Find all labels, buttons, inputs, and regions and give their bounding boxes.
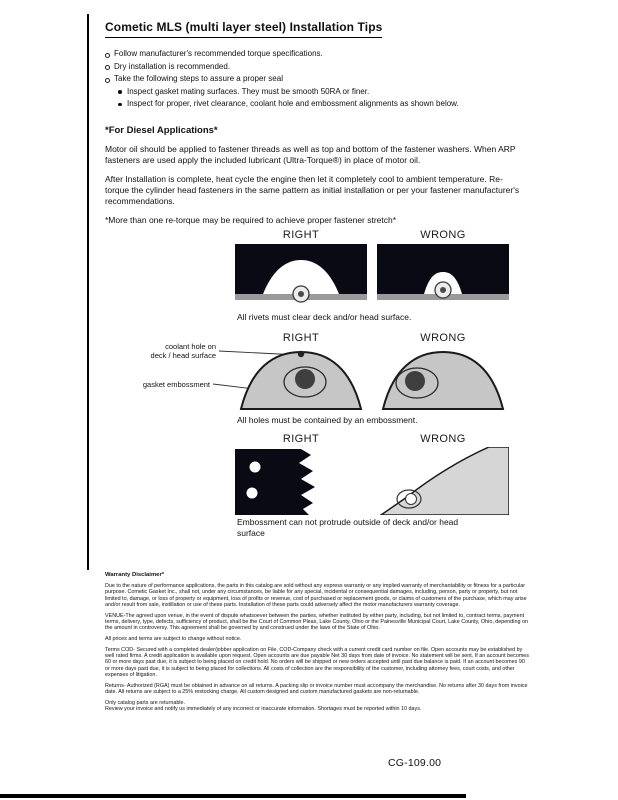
warranty-paragraph: All prices and terms are subject to change without notice. [105, 636, 242, 643]
diesel-retorque-note: *More than one re-torque may be required to achieve proper fastener stretch* [105, 214, 397, 225]
tips-list [105, 48, 537, 86]
warranty-paragraph: Returns- Authorized (RGA) must be obtained in advance on all returns. A packing slip or invoice number must accompany the merchandise. No returns after 30 days from invoice date. All returns are subject to a 25% restocking charge. All custom designed and custom manufactured gaskets are non-returnable. [105, 682, 528, 696]
protrusion-wrong-svg [377, 447, 509, 515]
right-column-label: RIGHT [282, 229, 320, 241]
bolt-hole-icon [406, 494, 417, 505]
dot-bullet-icon [118, 103, 122, 107]
protrusion-right-svg [235, 447, 367, 515]
tip-item [105, 73, 537, 86]
tip-text: Dry installation is recommended. [114, 61, 231, 71]
diesel-paragraph: Motor oil should be applied to fastener threads as well as top and bottom of the fastener washers. When ARP fasteners are used apply the included lubricant (Ultra-Torque®) in place of motor oil. [105, 143, 516, 165]
page-code: CG-109.00 [388, 757, 442, 769]
circle-bullet-icon [105, 78, 110, 83]
callout-line: gasket embossment [142, 380, 210, 389]
wrong-column-label: WRONG [420, 332, 466, 344]
coolant-hole-callout [100, 342, 216, 360]
sub-tip-item [118, 98, 537, 111]
sub-tip-text: Inspect gasket mating surfaces. They must be smooth 50RA or finer. [127, 86, 370, 96]
diagram-section [0, 225, 618, 557]
tip-text: Follow manufacturer's recommended torque specifications. [114, 49, 323, 58]
row1-caption: All rivets must clear deck and/or head surface. [237, 312, 412, 322]
sub-tip-text: Inspect for proper, rivet clearance, coolant hole and embossment alignments as shown below. [127, 99, 459, 108]
diesel-paragraph: After Installation is complete, heat cycle the engine then let it completely cool to ambient temperature. Re-torque the cylinder head fasteners in the same pattern as initial installation or per your fastener manufacturer's recommendations. [105, 173, 520, 206]
diesel-section-heading: *For Diesel Applications* [105, 124, 218, 136]
rivet-right-svg [235, 244, 367, 308]
circle-bullet-icon [105, 53, 110, 58]
tip-item [105, 61, 537, 74]
warranty-paragraph: Terms COD- Secured with a completed dealer/jobber application on File, COD-Company check with a current credit card number on file. Open accounts may be established by well rated firms. A credit application is available upon request. Open accounts are due payable Net 30 days from date of invoice. No statement will be sent. If an account becomes 60 or more days past due, it is subject to being placed on credit hold. No orders will be shipped or new orders accepted until past due balance is paid. If an account becomes 90 or more days past due, it is subject to being placed for collections. All costs of collection are the responsibility of the customer, including attorney fees, court costs, and other expenses of litigation. [105, 646, 529, 679]
tip-text: Take the following steps to assure a proper seal [114, 74, 283, 83]
main-content [105, 18, 537, 226]
warranty-paragraph: Review your invoice and notify us immediately of any incorrect or inaccurate information. Shortages must be reported within 10 days. [105, 706, 422, 713]
row3-caption: Embossment can not protrude outside of deck and/or head surface [237, 517, 459, 538]
row2-caption: All holes must be contained by an embossment. [237, 415, 418, 425]
embossment-wrong-diagram [377, 345, 509, 411]
wrong-column-label: WRONG [420, 229, 466, 241]
tip-item [105, 48, 537, 61]
embossment-wrong-svg [377, 345, 509, 411]
warranty-heading: Warranty Disclaimer* [105, 572, 165, 578]
embossment-callout [108, 380, 210, 389]
bottom-rule [0, 794, 466, 798]
sub-tip-item [118, 86, 537, 99]
bolt-hole-icon [250, 462, 261, 473]
wrong-column-label: WRONG [420, 433, 466, 445]
bolt-hole-icon [247, 488, 258, 499]
sub-tips-list [118, 86, 537, 111]
page-title: Cometic MLS (multi layer steel) Installation Tips [105, 20, 382, 38]
coolant-hole-icon [295, 369, 315, 389]
dot-bullet-icon [118, 90, 122, 94]
protrusion-wrong-diagram [377, 447, 509, 515]
rivet-wrong-svg [377, 244, 509, 308]
embossment-right-diagram [235, 345, 367, 411]
warranty-paragraph: VENUE-The agreed upon venue, in the event of dispute whatsoever between the parties, whether instituted by either party, including, but not limited to, contract terms, payment terms, delivery, type, defects, sufficiency of product, shall be the Court of Common Pleas, Lake County, Ohio or the Painesville Municipal Court, Lake County, Ohio, depending on the amount in controversy. This agreement shall be governed by and construed under the laws of the State of Ohio. [105, 612, 528, 632]
coolant-hole-icon [405, 371, 425, 391]
warranty-paragraph: Due to the nature of performance applications, the parts in this catalog are sold without any express warranty or any implied warranty of merchantability or fitness for a particular purpose. Cometic Gasket Inc., shall not, under any circumstances, be liable for any special, incidental or consequential damages, including, person, party or property, but not limited to, damage, or loss of property or equipment, loss of profits or revenue, cost of purchased or replacement goods, or claims of customers of the purchase, which may arise and/or result from sale, instillation or use of these parts. Installation of these parts could adversely affect the motor manufacturers warranty coverage. [105, 583, 527, 608]
rivet-clearance-right-diagram [235, 244, 367, 308]
callout-line: coolant hole on [165, 342, 216, 351]
embossment-right-svg [235, 345, 367, 411]
rivet-clearance-wrong-diagram [377, 244, 509, 308]
warranty-section [105, 572, 529, 717]
warranty-paragraph: Only catalog parts are returnable. [105, 699, 186, 706]
protrusion-right-diagram [235, 447, 367, 515]
circle-bullet-icon [105, 65, 110, 70]
callout-line: deck / head surface [150, 351, 216, 360]
right-column-label: RIGHT [282, 332, 320, 344]
right-column-label: RIGHT [282, 433, 320, 445]
